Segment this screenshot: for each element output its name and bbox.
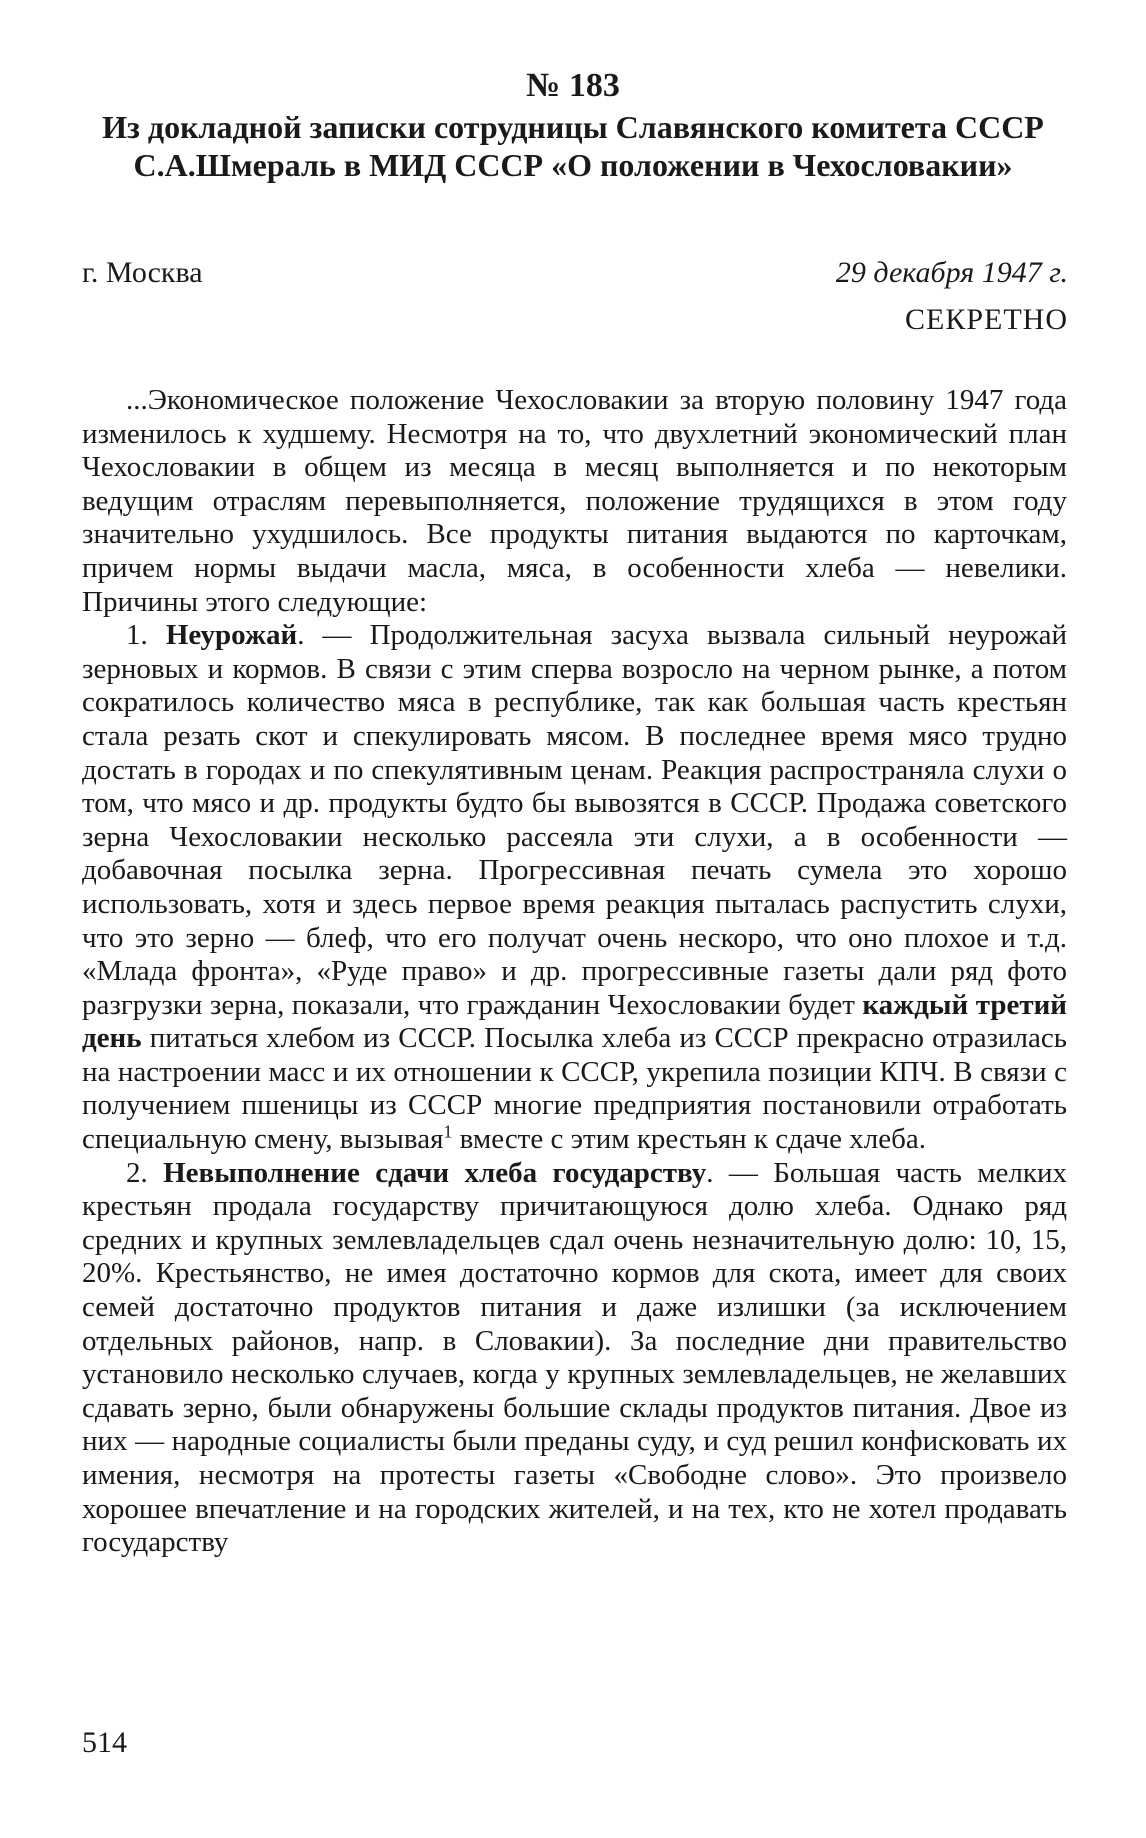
paragraph-text: . — Большая часть мелких крестьян продала государству причитающуюся долю хлеба. Однако ряд средних и крупных землевладельцев сдал очень незначительную долю: 10, 15, 20%. Крестьянство, не имея достаточно кормов для скота, имеет для своих семей достаточно продуктов питания и даже излишки (за исключением отдельных районов, напр. в Словакии). За последние дни правительство установило несколько случаев, когда у крупных землевладельцев, не желавших сдавать зерно, были обнаружены большие склады продуктов питания. Двое из них — народные социалисты были преданы суду, и суд решил конфисковать их имения, несмотря на протесты газеты «Свободне слово». Это произвело хорошее впечатление и на городских жителей, и на тех, кто не хотел продавать государству	[82, 1156, 1067, 1559]
document-date: 29 декабря 1947 г.	[835, 256, 1068, 289]
paragraph-grain-delivery	[82, 1157, 1067, 1560]
classification-stamp: СЕКРЕТНО	[904, 303, 1068, 336]
section-heading-crop-failure: Неурожай	[165, 619, 298, 652]
document-number: № 183	[526, 67, 620, 104]
paragraph-crop-failure	[82, 619, 1067, 1157]
paragraph-number: 2.	[126, 1156, 148, 1189]
emphasis-every-third-day: каждый третий день	[82, 988, 1067, 1055]
page-number: 514	[82, 1726, 127, 1759]
document-place: г. Москва	[82, 256, 203, 289]
paragraph-intro: ...Экономическое положение Чехословакии за вторую половину 1947 года изменилось к худшему. Несмотря на то, что двухлетний экономический план Чехословакии в общем из месяца в месяц выполняется и по некоторым ведущим отраслям перевыполняется, положение трудящихся в этом году значительно ухудшилось. Все продукты питания выдаются по карточкам, причем нормы выдачи масла, мяса, в особенности хлеба — невелики. Причины этого следующие:	[82, 384, 1067, 618]
paragraph-number: 1.	[126, 619, 148, 652]
document-title: Из докладной записки сотрудницы Славянского комитета СССР С.А.Шмераль в МИД СССР «О положении в Чехословакии»	[102, 109, 1044, 183]
section-heading-grain-delivery: Невыполнение сдачи хлеба государству	[163, 1156, 707, 1189]
paragraph-text: вместе с этим крестьян к сдаче хлеба.	[459, 1123, 927, 1156]
paragraph-text: . — Продолжительная засуха вызвала сильный неурожай зерновых и кормов. В связи с этим сперва возросло на черном рынке, а потом сократилось количество мяса в республике, так как большая часть крестьян стала резать скот и спекулировать мясом. В последнее время мясо трудно достать в городах и по спекулятивным ценам. Реакция распространяла слухи о том, что мясо и др. продукты будто бы вывозятся в СССР. Продажа советского зерна Чехословакии несколько рассеяла эти слухи, а в особенности — добавочная посылка зерна. Прогрессивная печать сумела это хорошо использовать, хотя и здесь первое время реакция пыталась распустить слухи, что это зерно — блеф, что его получат очень нескоро, что оно плохое и т.д. «Млада фронта», «Руде право» и др. прогрессивные газеты дали ряд фото разгрузки зерна, показали, что гражданин Чехословакии будет	[82, 619, 1068, 1021]
footnote-marker[interactable]: 1	[443, 1121, 453, 1142]
document-body	[82, 384, 1067, 1560]
paragraph-text: питаться хлебом из СССР. Посылка хлеба из СССР прекрасно отразилась на настроении масс и их отношении к СССР, укрепила позиции КПЧ. В связи с получением пшеницы из СССР многие предприятия постановили отработать специальную смену, вызывая	[82, 1022, 1068, 1156]
